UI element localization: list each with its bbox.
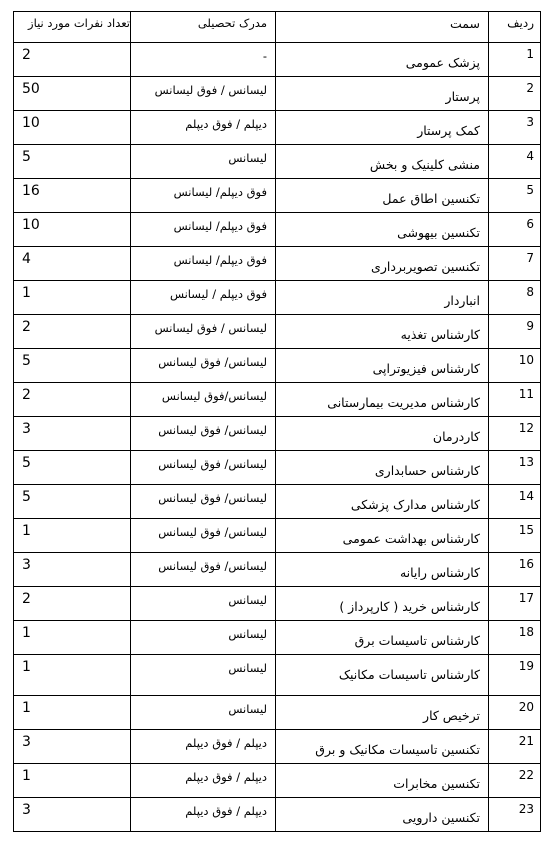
- position-cell: تکنسین دارویی: [276, 798, 489, 832]
- row-number-cell: 14: [489, 485, 541, 519]
- table-row: [14, 43, 541, 77]
- row-number-cell: 5: [489, 179, 541, 213]
- table-row: [14, 213, 541, 247]
- education-cell: لیسانس/ فوق لیسانس: [131, 417, 276, 451]
- header-row-number: ردیف: [489, 12, 541, 43]
- count-cell: 3: [14, 553, 131, 587]
- header-count: تعداد نفرات مورد نیاز: [14, 12, 131, 43]
- table-row: [14, 111, 541, 145]
- row-number-cell: 3: [489, 111, 541, 145]
- row-number-cell: 16: [489, 553, 541, 587]
- position-cell: تکنسین اطاق عمل: [276, 179, 489, 213]
- count-cell: 2: [14, 587, 131, 621]
- count-cell: 5: [14, 145, 131, 179]
- count-cell: 3: [14, 798, 131, 832]
- position-cell: کارشناس خرید ( کارپرداز ): [276, 587, 489, 621]
- row-number-cell: 18: [489, 621, 541, 655]
- position-cell: کارشناس بهداشت عمومی: [276, 519, 489, 553]
- education-cell: فوق دیپلم/ لیسانس: [131, 213, 276, 247]
- position-cell: پزشک عمومی: [276, 43, 489, 77]
- table-body: [14, 43, 541, 832]
- education-cell: -: [131, 43, 276, 77]
- education-cell: لیسانس: [131, 145, 276, 179]
- row-number-cell: 6: [489, 213, 541, 247]
- education-cell: لیسانس/ فوق لیسانس: [131, 451, 276, 485]
- education-cell: لیسانس/ فوق لیسانس: [131, 349, 276, 383]
- header-position: سمت: [276, 12, 489, 43]
- count-cell: 10: [14, 213, 131, 247]
- education-cell: لیسانس/ فوق لیسانس: [131, 485, 276, 519]
- education-cell: لیسانس: [131, 655, 276, 696]
- table-row: [14, 730, 541, 764]
- table-row: [14, 145, 541, 179]
- row-number-cell: 7: [489, 247, 541, 281]
- row-number-cell: 9: [489, 315, 541, 349]
- position-cell: کمک پرستار: [276, 111, 489, 145]
- education-cell: دیپلم / فوق دیپلم: [131, 111, 276, 145]
- header-education: مدرک تحصیلی: [131, 12, 276, 43]
- table-row: [14, 247, 541, 281]
- row-number-cell: 1: [489, 43, 541, 77]
- position-cell: کارشناس مدیریت بیمارستانی: [276, 383, 489, 417]
- count-cell: 5: [14, 349, 131, 383]
- count-cell: 1: [14, 764, 131, 798]
- position-cell: کارشناس رایانه: [276, 553, 489, 587]
- education-cell: دیپلم / فوق دیپلم: [131, 798, 276, 832]
- table-row: [14, 77, 541, 111]
- position-cell: منشی کلینیک و بخش: [276, 145, 489, 179]
- position-cell: کارشناس تاسیسات برق: [276, 621, 489, 655]
- row-number-cell: 15: [489, 519, 541, 553]
- row-number-cell: 17: [489, 587, 541, 621]
- count-cell: 50: [14, 77, 131, 111]
- table-row: [14, 587, 541, 621]
- education-cell: لیسانس/فوق لیسانس: [131, 383, 276, 417]
- education-cell: لیسانس: [131, 587, 276, 621]
- education-cell: دیپلم / فوق دیپلم: [131, 764, 276, 798]
- count-cell: 1: [14, 655, 131, 696]
- position-cell: تکنسین تصویربرداری: [276, 247, 489, 281]
- table-row: [14, 696, 541, 730]
- position-cell: کاردرمان: [276, 417, 489, 451]
- row-number-cell: 23: [489, 798, 541, 832]
- position-cell: کارشناس مدارک پزشکی: [276, 485, 489, 519]
- row-number-cell: 11: [489, 383, 541, 417]
- row-number-cell: 22: [489, 764, 541, 798]
- education-cell: فوق دیپلم/ لیسانس: [131, 179, 276, 213]
- table-row: [14, 621, 541, 655]
- position-cell: تکنسین مخابرات: [276, 764, 489, 798]
- education-cell: لیسانس/ فوق لیسانس: [131, 553, 276, 587]
- position-cell: کارشناس تاسیسات مکانیک: [276, 655, 489, 696]
- table-row: [14, 655, 541, 696]
- row-number-cell: 21: [489, 730, 541, 764]
- row-number-cell: 12: [489, 417, 541, 451]
- count-cell: 3: [14, 417, 131, 451]
- education-cell: لیسانس: [131, 696, 276, 730]
- education-cell: فوق دیپلم/ لیسانس: [131, 247, 276, 281]
- count-cell: 3: [14, 730, 131, 764]
- count-cell: 1: [14, 281, 131, 315]
- count-cell: 5: [14, 485, 131, 519]
- education-cell: فوق دیپلم / لیسانس: [131, 281, 276, 315]
- table-row: [14, 179, 541, 213]
- table-row: [14, 417, 541, 451]
- row-number-cell: 2: [489, 77, 541, 111]
- staffing-table: [13, 11, 541, 832]
- table-row: [14, 281, 541, 315]
- position-cell: تکنسین بیهوشی: [276, 213, 489, 247]
- count-cell: 2: [14, 383, 131, 417]
- count-cell: 16: [14, 179, 131, 213]
- table-row: [14, 315, 541, 349]
- position-cell: ترخیص کار: [276, 696, 489, 730]
- count-cell: 1: [14, 621, 131, 655]
- position-cell: کارشناس حسابداری: [276, 451, 489, 485]
- position-cell: کارشناس فیزیوتراپی: [276, 349, 489, 383]
- table-row: [14, 764, 541, 798]
- table-row: [14, 349, 541, 383]
- table-row: [14, 383, 541, 417]
- count-cell: 4: [14, 247, 131, 281]
- education-cell: لیسانس / فوق لیسانس: [131, 315, 276, 349]
- row-number-cell: 19: [489, 655, 541, 696]
- position-cell: تکنسین تاسیسات مکانیک و برق: [276, 730, 489, 764]
- education-cell: دیپلم / فوق دیپلم: [131, 730, 276, 764]
- row-number-cell: 13: [489, 451, 541, 485]
- row-number-cell: 20: [489, 696, 541, 730]
- position-cell: انباردار: [276, 281, 489, 315]
- row-number-cell: 10: [489, 349, 541, 383]
- education-cell: لیسانس: [131, 621, 276, 655]
- table-header-row: [14, 12, 541, 43]
- education-cell: لیسانس/ فوق لیسانس: [131, 519, 276, 553]
- row-number-cell: 4: [489, 145, 541, 179]
- count-cell: 2: [14, 43, 131, 77]
- position-cell: پرستار: [276, 77, 489, 111]
- table-row: [14, 519, 541, 553]
- education-cell: لیسانس / فوق لیسانس: [131, 77, 276, 111]
- count-cell: 1: [14, 519, 131, 553]
- table-row: [14, 451, 541, 485]
- row-number-cell: 8: [489, 281, 541, 315]
- count-cell: 10: [14, 111, 131, 145]
- count-cell: 5: [14, 451, 131, 485]
- count-cell: 2: [14, 315, 131, 349]
- table-row: [14, 485, 541, 519]
- table-row: [14, 553, 541, 587]
- count-cell: 1: [14, 696, 131, 730]
- position-cell: کارشناس تغذیه: [276, 315, 489, 349]
- table-row: [14, 798, 541, 832]
